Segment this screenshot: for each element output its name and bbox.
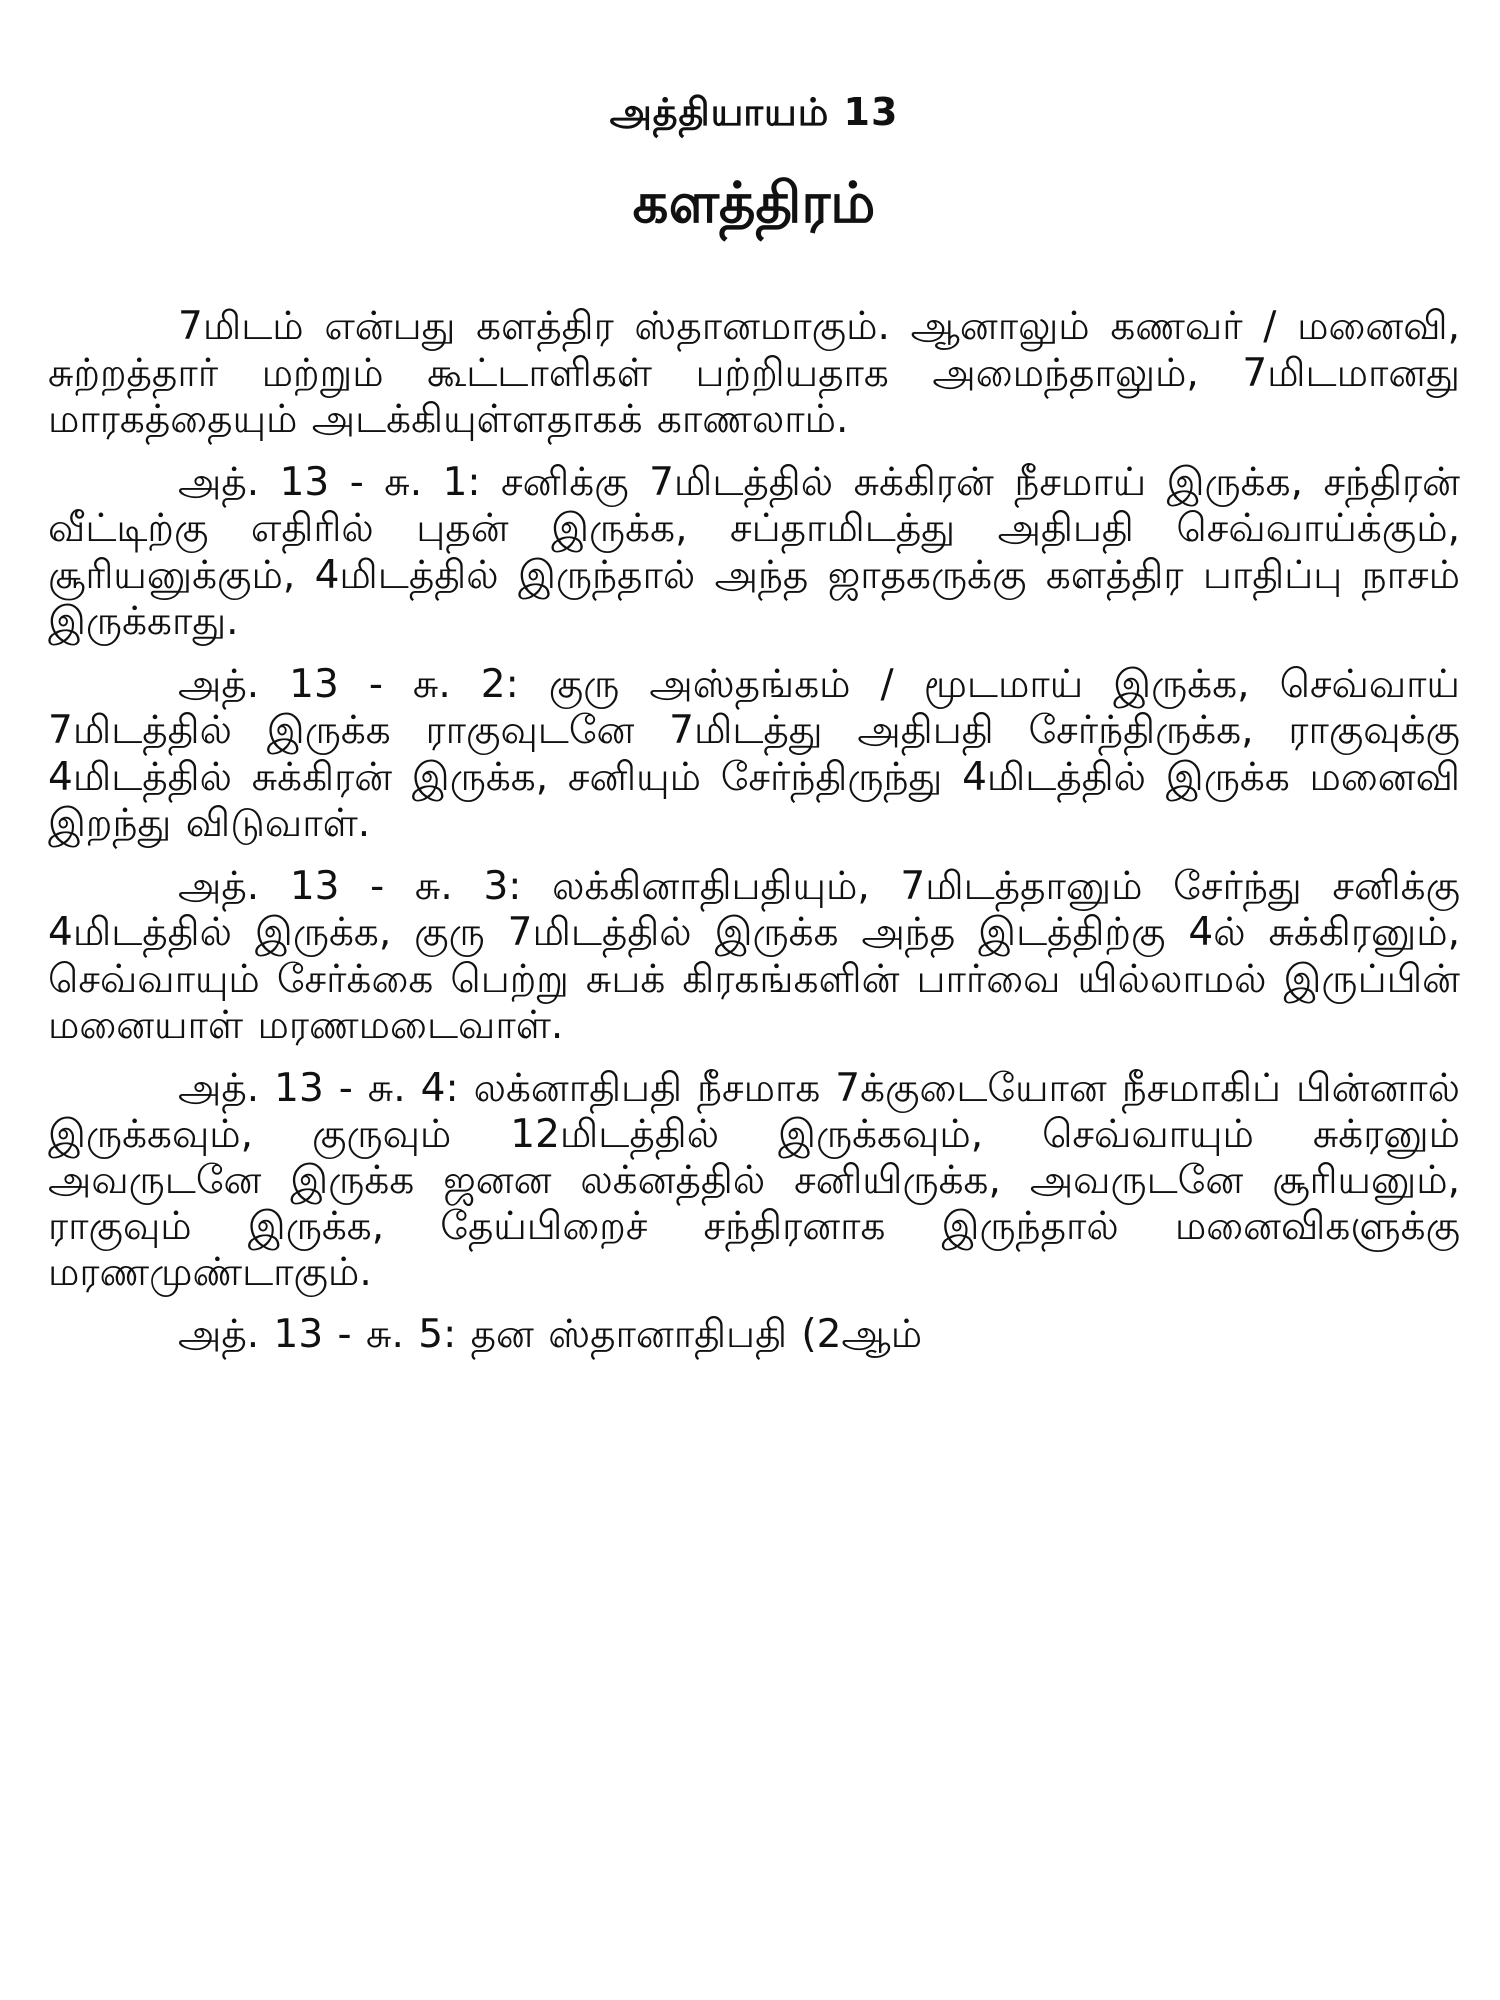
paragraph-sutra-5: அத். 13 - சு. 5: தன ஸ்தானாதிபதி (2ஆம் [178, 1311, 923, 1357]
chapter-title: களத்திரம் [632, 171, 876, 236]
paragraph-intro: 7மிடம் என்பது களத்திர ஸ்தானமாகும். ஆனாலும் கணவர் / மனைவி, சுற்றத்தார் மற்றும் கூட்டாளிகள் பற்றியதாக அமைந்தாலும், 7மிடமானது மாரகத்தையும் அடக்கியுள்ளதாகக் காணலாம். [48, 304, 1460, 442]
chapter-heading: அத்தியாயம் 13 [609, 90, 899, 134]
paragraph-sutra-3: அத். 13 - சு. 3: லக்கினாதிபதியும், 7மிடத்தானும் சேர்ந்து சனிக்கு 4மிடத்தில் இருக்க, குரு 7மிடத்தில் இருக்க அந்த இடத்திற்கு 4ல் சுக்கிரனும், செவ்வாயும் சேர்க்கை பெற்று சுபக் கிரகங்களின் பார்வை யில்லாமல் இருப்பின் மனையாள் மரணமடைவாள். [48, 863, 1460, 1048]
paragraph-sutra-1: அத். 13 - சு. 1: சனிக்கு 7மிடத்தில் சுக்கிரன் நீசமாய் இருக்க, சந்திரன் வீட்டிற்கு எதிரில் புதன் இருக்க, சப்தாமிடத்து அதிபதி செவ்வாய்க்கும், சூரியனுக்கும், 4மிடத்தில் இருந்தால் அந்த ஜாதகருக்கு களத்திர பாதிப்பு நாசம் இருக்காது. [48, 459, 1460, 644]
paragraph-sutra-2: அத். 13 - சு. 2: குரு அஸ்தங்கம் / மூடமாய் இருக்க, செவ்வாய் 7மிடத்தில் இருக்க ராகுவுடனே 7மிடத்து அதிபதி சேர்ந்திருக்க, ராகுவுக்கு 4மிடத்தில் சுக்கிரன் இருக்க, சனியும் சேர்ந்திருந்து 4மிடத்தில் இருக்க மனைவி இறந்து விடுவாள். [48, 661, 1460, 846]
paragraph-sutra-4: அத். 13 - சு. 4: லக்னாதிபதி நீசமாக 7க்குடையோன நீசமாகிப் பின்னால் இருக்கவும், குருவும் 12மிடத்தில் இருக்கவும், செவ்வாயும் சுக்ரனும் அவருடனே இருக்க ஜனன லக்னத்தில் சனியிருக்க, அவருடனே சூரியனும், ராகுவும் இருக்க, தேய்பிறைச் சந்திரனாக இருந்தால் மனைவிகளுக்கு மரணமுண்டாகும். [48, 1065, 1460, 1295]
